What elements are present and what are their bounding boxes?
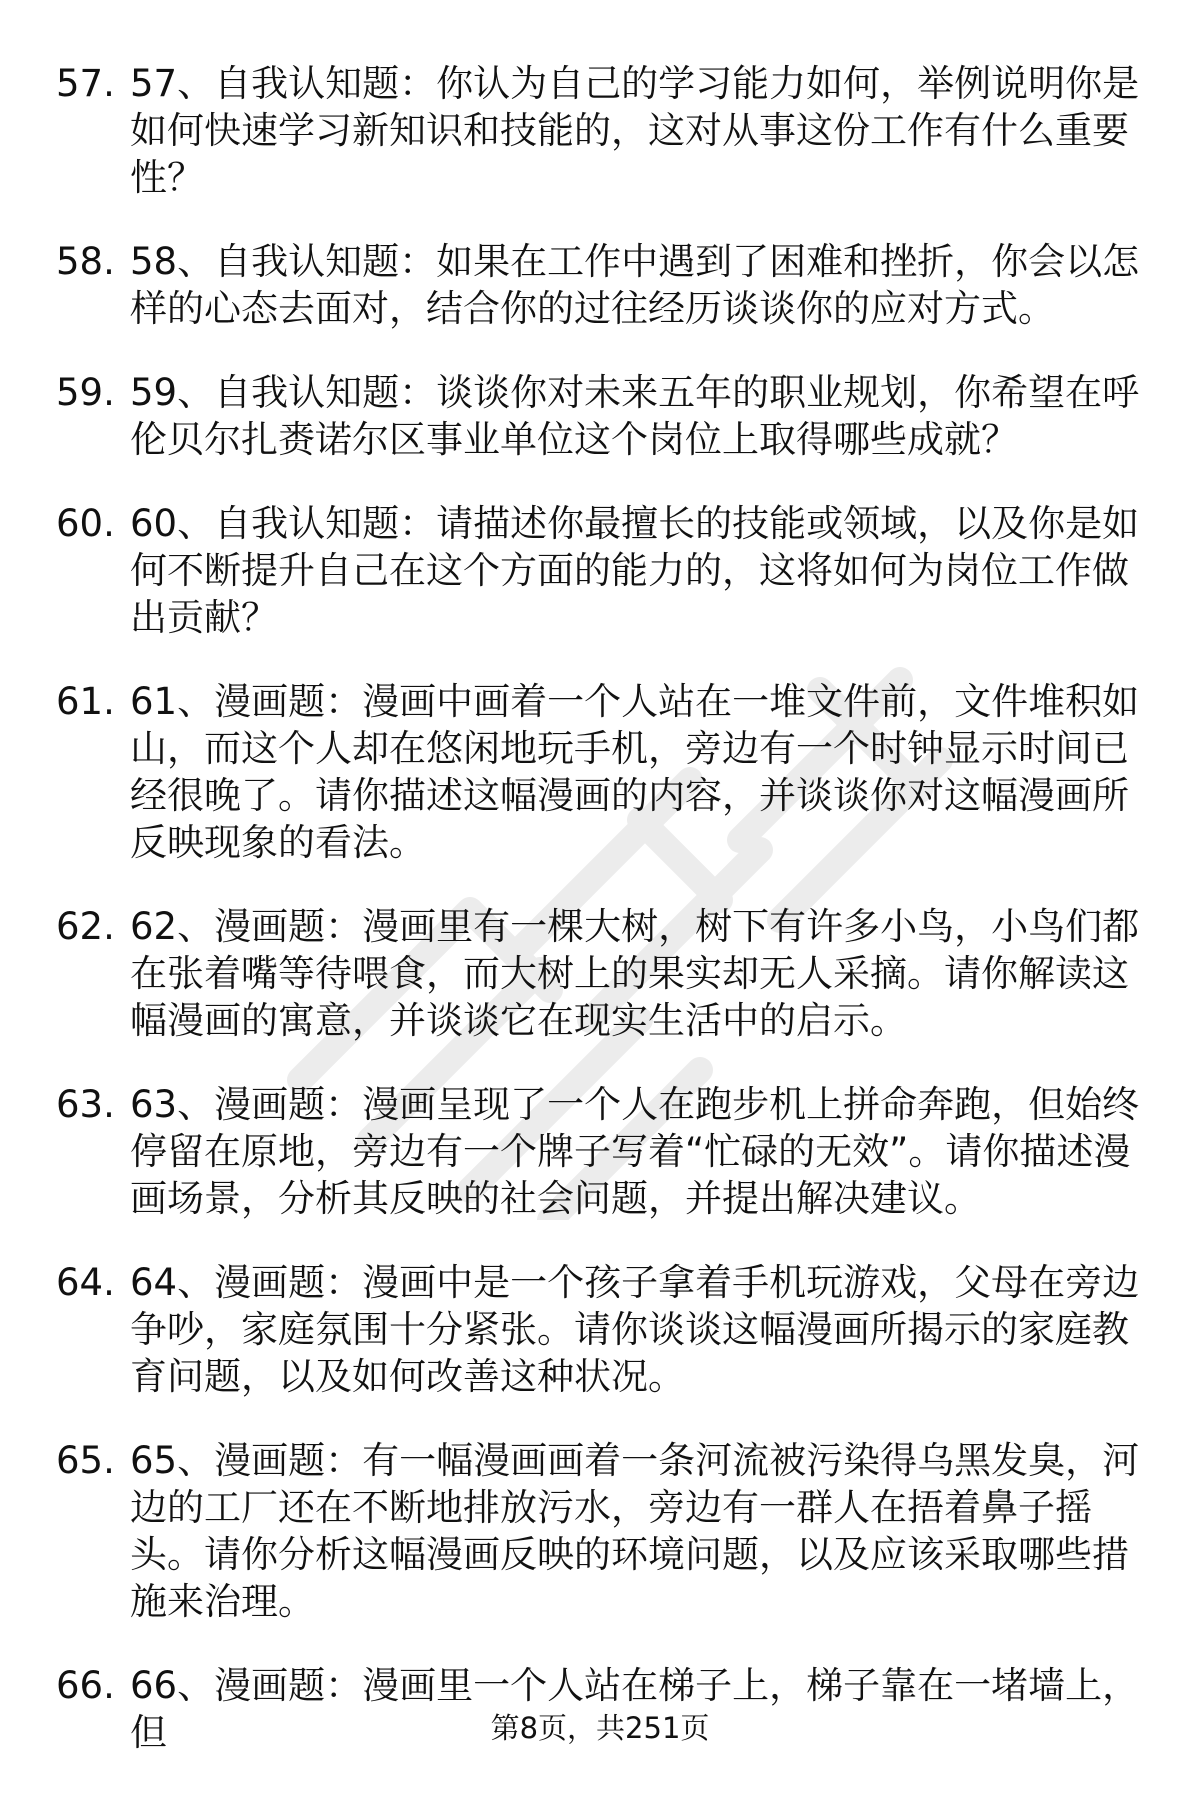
question-item-57 <box>56 60 1156 201</box>
question-number: 58. <box>56 240 115 283</box>
question-item-64 <box>56 1259 1156 1400</box>
question-item-62 <box>56 903 1156 1044</box>
question-item-63 <box>56 1081 1156 1222</box>
question-number: 59. <box>56 371 115 414</box>
question-text: 64、漫画题：漫画中是一个孩子拿着手机玩游戏，父母在旁边争吵，家庭氛围十分紧张。请你谈谈这幅漫画所揭示的家庭教育问题，以及如何改善这种状况。 <box>130 1261 1140 1398</box>
question-number: 57. <box>56 62 115 105</box>
question-number: 60. <box>56 502 115 545</box>
question-number: 63. <box>56 1083 115 1126</box>
question-text: 65、漫画题：有一幅漫画画着一条河流被污染得乌黑发臭，河边的工厂还在不断地排放污水，旁边有一群人在捂着鼻子摇头。请你分析这幅漫画反映的环境问题，以及应该采取哪些措施来治理。 <box>130 1439 1140 1623</box>
question-text: 66、漫画题：漫画里一个人站在梯子上，梯子靠在一堵墙上，但 <box>130 1664 1140 1754</box>
question-text: 59、自我认知题：谈谈你对未来五年的职业规划，你希望在呼伦贝尔扎赉诺尔区事业单位这个岗位上取得哪些成就？ <box>130 371 1140 461</box>
question-item-65 <box>56 1437 1156 1625</box>
page-footer: 第8页，共251页 <box>490 1711 710 1745</box>
question-text: 63、漫画题：漫画呈现了一个人在跑步机上拼命奔跑，但始终停留在原地，旁边有一个牌子写着“忙碌的无效”。请你描述漫画场景，分析其反映的社会问题，并提出解决建议。 <box>130 1083 1140 1220</box>
question-item-60 <box>56 500 1156 641</box>
question-number: 65. <box>56 1439 115 1482</box>
question-list <box>56 60 1156 1793</box>
question-text: 62、漫画题：漫画里有一棵大树，树下有许多小鸟，小鸟们都在张着嘴等待喂食，而大树上的果实却无人采摘。请你解读这幅漫画的寓意，并谈谈它在现实生活中的启示。 <box>130 905 1140 1042</box>
question-text: 61、漫画题：漫画中画着一个人站在一堆文件前，文件堆积如山，而这个人却在悠闲地玩手机，旁边有一个时钟显示时间已经很晚了。请你描述这幅漫画的内容，并谈谈你对这幅漫画所反映现象的看法。 <box>130 680 1140 864</box>
question-item-59 <box>56 369 1156 463</box>
question-text: 57、自我认知题：你认为自己的学习能力如何，举例说明你是如何快速学习新知识和技能的，这对从事这份工作有什么重要性？ <box>130 62 1140 199</box>
question-number: 66. <box>56 1664 115 1707</box>
question-number: 61. <box>56 680 115 723</box>
question-number: 62. <box>56 905 115 948</box>
question-item-58 <box>56 238 1156 332</box>
question-item-61 <box>56 678 1156 866</box>
question-number: 64. <box>56 1261 115 1304</box>
question-text: 58、自我认知题：如果在工作中遇到了困难和挫折，你会以怎样的心态去面对，结合你的过往经历谈谈你的应对方式。 <box>130 240 1140 330</box>
question-text: 60、自我认知题：请描述你最擅长的技能或领域，以及你是如何不断提升自己在这个方面的能力的，这将如何为岗位工作做出贡献？ <box>130 502 1140 639</box>
